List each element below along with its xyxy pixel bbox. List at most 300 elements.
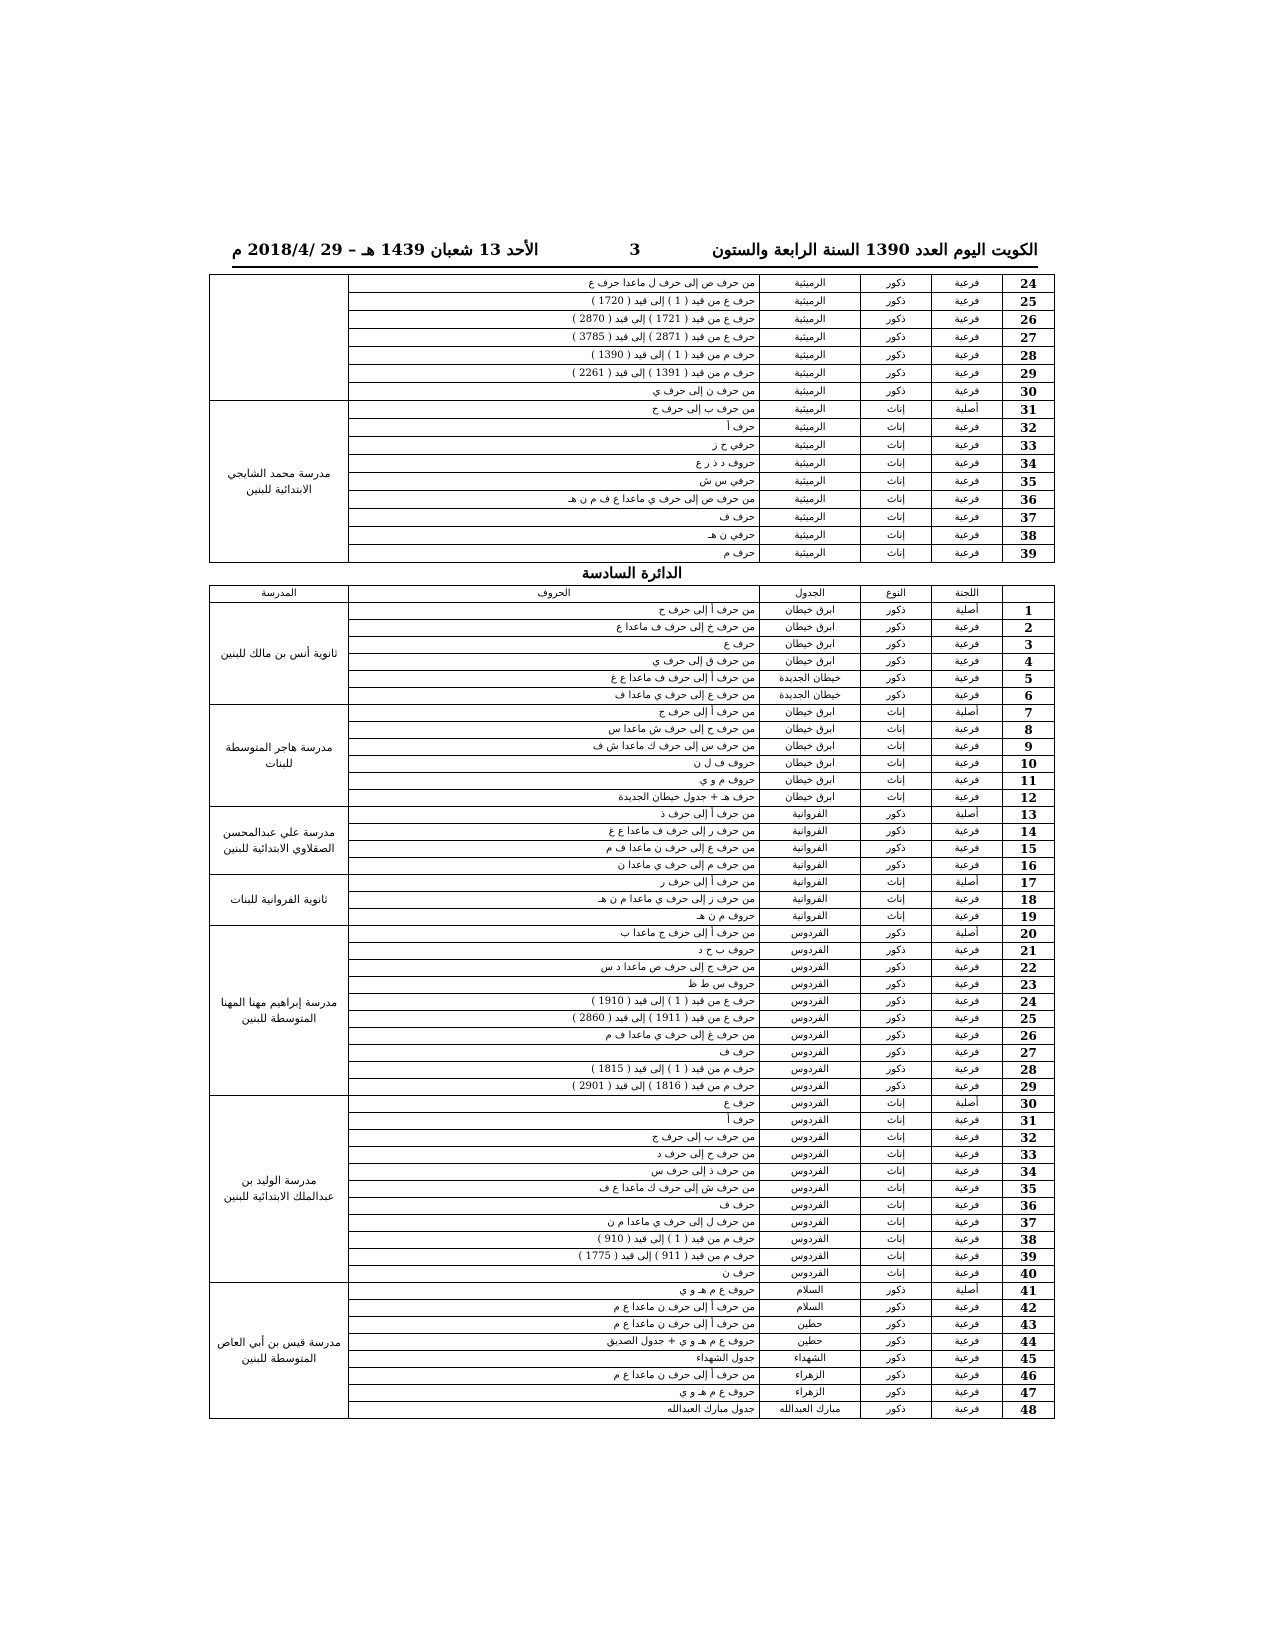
committee-number-cell: 22 — [1003, 960, 1055, 977]
committee-type-cell: فرعية — [932, 293, 1003, 311]
gender-cell: ذكور — [861, 1402, 932, 1419]
gender-cell: ذكور — [861, 620, 932, 637]
gender-cell: إناث — [861, 509, 932, 527]
gender-cell: ذكور — [861, 926, 932, 943]
schedule-cell: الفردوس — [760, 1164, 861, 1181]
committee-number-cell: 25 — [1003, 293, 1055, 311]
schedule-cell: الفردوس — [760, 1079, 861, 1096]
schedule-cell: خيطان الجديدة — [760, 671, 861, 688]
committees-table-sixth-district — [209, 585, 1055, 1419]
schedule-cell: الفروانية — [760, 807, 861, 824]
committee-number-cell: 31 — [1003, 1113, 1055, 1130]
letters-cell: حروف ع م هـ و ي — [349, 1283, 760, 1300]
committee-number-cell: 37 — [1003, 1215, 1055, 1232]
letters-cell: من حرف أ إلى حرف ن ماعدا ع م — [349, 1368, 760, 1385]
table-row — [210, 705, 1055, 722]
letters-cell: من حرف ص إلى حرف ي ماعدا ع ف م ن هـ — [349, 491, 760, 509]
letters-cell: من حرف ج إلى حرف ص ماعدا د س — [349, 960, 760, 977]
committee-number-cell: 7 — [1003, 705, 1055, 722]
letters-cell: من حرف ذ إلى حرف س — [349, 1164, 760, 1181]
committee-type-cell: فرعية — [932, 1215, 1003, 1232]
letters-cell: من حرف أ إلى حرف ج — [349, 705, 760, 722]
schedule-cell: الفردوس — [760, 1130, 861, 1147]
committee-type-cell: فرعية — [932, 455, 1003, 473]
committee-type-cell: فرعية — [932, 841, 1003, 858]
letters-cell: من حرف أ إلى حرف ذ — [349, 807, 760, 824]
letters-cell: حرف م من قيد ( 1 ) إلى قيد ( 1815 ) — [349, 1062, 760, 1079]
committee-type-cell: فرعية — [932, 1351, 1003, 1368]
letters-cell: حرف ف — [349, 509, 760, 527]
schedule-cell: حطين — [760, 1334, 861, 1351]
committee-number-cell: 16 — [1003, 858, 1055, 875]
school-name-line: المتوسطة للبنين — [241, 1351, 317, 1365]
committee-number-cell: 30 — [1003, 1096, 1055, 1113]
schedule-cell: الزهراء — [760, 1385, 861, 1402]
committee-number-cell: 36 — [1003, 1198, 1055, 1215]
letters-cell: من حرف ز إلى حرف ي ماعدا م ن هـ — [349, 892, 760, 909]
committee-number-cell: 13 — [1003, 807, 1055, 824]
committee-type-cell: فرعية — [932, 909, 1003, 926]
schedule-cell: الفردوس — [760, 1181, 861, 1198]
committee-number-cell: 1 — [1003, 603, 1055, 620]
school-cell — [210, 926, 349, 1096]
schedule-cell: الفردوس — [760, 1215, 861, 1232]
schedule-cell: الرميثية — [760, 509, 861, 527]
committee-type-cell: فرعية — [932, 943, 1003, 960]
letters-cell: من حرف أ إلى حرف ر — [349, 875, 760, 892]
letters-cell: من حرف أ إلى حرف ن ماعدا ع م — [349, 1300, 760, 1317]
gender-cell: إناث — [861, 756, 932, 773]
school-cell — [210, 401, 349, 563]
schedule-cell: الفردوس — [760, 1113, 861, 1130]
committee-number-cell: 19 — [1003, 909, 1055, 926]
school-name-line: المتوسطة للبنين — [241, 1011, 317, 1025]
school-name-line: مدرسة الوليد بن — [241, 1174, 317, 1187]
committee-type-cell: فرعية — [932, 1062, 1003, 1079]
committee-type-cell: أصلية — [932, 875, 1003, 892]
committee-type-cell: فرعية — [932, 545, 1003, 563]
table-row — [210, 926, 1055, 943]
committee-number-cell: 24 — [1003, 994, 1055, 1011]
school-cell — [210, 1096, 349, 1283]
gender-cell: إناث — [861, 1130, 932, 1147]
letters-cell: حرف ع — [349, 1096, 760, 1113]
schedule-cell: ابرق خيطان — [760, 722, 861, 739]
schedule-cell: الفردوس — [760, 1232, 861, 1249]
gender-cell: ذكور — [861, 1317, 932, 1334]
section-title: الدائرة السادسة — [581, 564, 683, 582]
letters-cell: حرفي ن هـ — [349, 527, 760, 545]
committee-type-cell: فرعية — [932, 858, 1003, 875]
school-name-line: ثانوية أنس بن مالك للبنين — [220, 646, 338, 660]
schedule-cell: الفردوس — [760, 960, 861, 977]
letters-cell: من حرف ص إلى حرف ل ماعدا حرف ع — [349, 275, 760, 293]
committee-number-cell: 34 — [1003, 455, 1055, 473]
committee-number-cell: 2 — [1003, 620, 1055, 637]
schedule-cell: ابرق خيطان — [760, 773, 861, 790]
letters-cell: من حرف أ إلى حرف ن ماعدا ع م — [349, 1317, 760, 1334]
committee-type-cell: فرعية — [932, 892, 1003, 909]
committee-type-cell: أصلية — [932, 807, 1003, 824]
committee-type-cell: فرعية — [932, 773, 1003, 790]
gender-cell: إناث — [861, 527, 932, 545]
schedule-cell: الفروانية — [760, 909, 861, 926]
schedule-cell: الشهداء — [760, 1351, 861, 1368]
header-committee: اللجنة — [932, 586, 1003, 603]
letters-cell: من حرف ع إلى حرف ي ماعدا ف — [349, 688, 760, 705]
letters-cell: من حرف أ إلى حرف ف ماعدا ع غ — [349, 671, 760, 688]
committee-type-cell: فرعية — [932, 688, 1003, 705]
committee-type-cell: فرعية — [932, 994, 1003, 1011]
committee-number-cell: 44 — [1003, 1334, 1055, 1351]
committee-type-cell: فرعية — [932, 756, 1003, 773]
schedule-cell: ابرق خيطان — [760, 739, 861, 756]
schedule-cell: الرميثية — [760, 419, 861, 437]
letters-cell: حرف م من قيد ( 911 ) إلى قيد ( 1775 ) — [349, 1249, 760, 1266]
schedule-cell: السلام — [760, 1283, 861, 1300]
committee-number-cell: 30 — [1003, 383, 1055, 401]
schedule-cell: الرميثية — [760, 491, 861, 509]
school-name-line: مدرسة إبراهيم مهنا المهنا — [220, 995, 338, 1009]
gender-cell: إناث — [861, 1198, 932, 1215]
gender-cell: إناث — [861, 1215, 932, 1232]
committee-number-cell: 34 — [1003, 1164, 1055, 1181]
table-row — [210, 401, 1055, 419]
committee-number-cell: 32 — [1003, 419, 1055, 437]
gender-cell: ذكور — [861, 347, 932, 365]
committee-type-cell: فرعية — [932, 1130, 1003, 1147]
letters-cell: حروف ب ح د — [349, 943, 760, 960]
table-row — [210, 807, 1055, 824]
school-cell — [210, 603, 349, 705]
gender-cell: ذكور — [861, 1283, 932, 1300]
letters-cell: جدول مبارك العبدالله — [349, 1402, 760, 1419]
gender-cell: إناث — [861, 1232, 932, 1249]
committee-number-cell: 36 — [1003, 491, 1055, 509]
schedule-cell: الفردوس — [760, 1249, 861, 1266]
committee-number-cell: 38 — [1003, 1232, 1055, 1249]
committee-number-cell: 32 — [1003, 1130, 1055, 1147]
committee-number-cell: 11 — [1003, 773, 1055, 790]
schedule-cell: الفردوس — [760, 1198, 861, 1215]
header-type: النوع — [861, 586, 932, 603]
school-cell — [210, 705, 349, 807]
committee-number-cell: 8 — [1003, 722, 1055, 739]
schedule-cell: الفروانية — [760, 841, 861, 858]
gender-cell: ذكور — [861, 1028, 932, 1045]
gender-cell: إناث — [861, 790, 932, 807]
gender-cell: إناث — [861, 491, 932, 509]
letters-cell: من حرف ر إلى حرف ف ماعدا ع غ — [349, 824, 760, 841]
gender-cell: إناث — [861, 1113, 932, 1130]
letters-cell: من حرف ق إلى حرف ي — [349, 654, 760, 671]
committee-type-cell: فرعية — [932, 437, 1003, 455]
committee-number-cell: 47 — [1003, 1385, 1055, 1402]
letters-cell: حرف ف — [349, 1045, 760, 1062]
gender-cell: إناث — [861, 1164, 932, 1181]
gender-cell: ذكور — [861, 1385, 932, 1402]
schedule-cell: الفردوس — [760, 977, 861, 994]
committee-number-cell: 18 — [1003, 892, 1055, 909]
gender-cell: إناث — [861, 773, 932, 790]
letters-cell: حرف هـ + جدول خيطان الجديدة — [349, 790, 760, 807]
letters-cell: من حرف ع إلى حرف ن ماعدا ف م — [349, 841, 760, 858]
letters-cell: من حرف ح إلى حرف ش ماعدا س — [349, 722, 760, 739]
schedule-cell: الرميثية — [760, 473, 861, 491]
table-row — [210, 275, 1055, 293]
letters-cell: حرف م من قيد ( 1391 ) إلى قيد ( 2261 ) — [349, 365, 760, 383]
committee-type-cell: أصلية — [932, 1096, 1003, 1113]
committee-type-cell: فرعية — [932, 383, 1003, 401]
committee-type-cell: فرعية — [932, 1164, 1003, 1181]
committee-number-cell: 15 — [1003, 841, 1055, 858]
committee-type-cell: فرعية — [932, 329, 1003, 347]
committee-type-cell: فرعية — [932, 1045, 1003, 1062]
committee-number-cell: 31 — [1003, 401, 1055, 419]
letters-cell: من حرف ح إلى حرف د — [349, 1147, 760, 1164]
committee-type-cell: فرعية — [932, 1266, 1003, 1283]
schedule-cell: الفروانية — [760, 875, 861, 892]
gender-cell: ذكور — [861, 383, 932, 401]
letters-cell: من حرف ش إلى حرف ك ماعدا ع ف — [349, 1181, 760, 1198]
gender-cell: ذكور — [861, 841, 932, 858]
table-header-row — [210, 586, 1055, 603]
committee-number-cell: 39 — [1003, 1249, 1055, 1266]
committee-number-cell: 41 — [1003, 1283, 1055, 1300]
committee-number-cell: 33 — [1003, 437, 1055, 455]
committee-number-cell: 23 — [1003, 977, 1055, 994]
committee-type-cell: أصلية — [932, 1283, 1003, 1300]
gender-cell: إناث — [861, 722, 932, 739]
schedule-cell: خيطان الجديدة — [760, 688, 861, 705]
schedule-cell: الرميثية — [760, 365, 861, 383]
committee-type-cell: فرعية — [932, 671, 1003, 688]
gender-cell: ذكور — [861, 1300, 932, 1317]
committee-type-cell: فرعية — [932, 977, 1003, 994]
schedule-cell: الرميثية — [760, 275, 861, 293]
schedule-cell: ابرق خيطان — [760, 603, 861, 620]
committee-number-cell: 27 — [1003, 1045, 1055, 1062]
schedule-cell: الفردوس — [760, 1045, 861, 1062]
schedule-cell: الفروانية — [760, 858, 861, 875]
gender-cell: ذكور — [861, 824, 932, 841]
committee-number-cell: 42 — [1003, 1300, 1055, 1317]
gender-cell: إناث — [861, 401, 932, 419]
committee-type-cell: فرعية — [932, 1300, 1003, 1317]
committee-number-cell: 35 — [1003, 1181, 1055, 1198]
table-row — [210, 603, 1055, 620]
committee-type-cell: فرعية — [932, 722, 1003, 739]
schedule-cell: مبارك العبدالله — [760, 1402, 861, 1419]
gender-cell: ذكور — [861, 1368, 932, 1385]
gender-cell: ذكور — [861, 943, 932, 960]
header-schedule: الجدول — [760, 586, 861, 603]
schedule-cell: الفروانية — [760, 824, 861, 841]
committee-type-cell: أصلية — [932, 705, 1003, 722]
committee-number-cell: 29 — [1003, 1079, 1055, 1096]
committee-number-cell: 14 — [1003, 824, 1055, 841]
letters-cell: من حرف ن إلى حرف ي — [349, 383, 760, 401]
gender-cell: إناث — [861, 909, 932, 926]
school-name-line: للبنات — [265, 756, 293, 770]
committee-number-cell: 24 — [1003, 275, 1055, 293]
header-committee-number — [1003, 586, 1055, 603]
gender-cell: ذكور — [861, 311, 932, 329]
school-name-line: عبدالملك الابتدائية للبنين — [223, 1190, 335, 1203]
gender-cell: ذكور — [861, 688, 932, 705]
schedule-cell: الرميثية — [760, 437, 861, 455]
schedule-cell: ابرق خيطان — [760, 756, 861, 773]
committee-number-cell: 9 — [1003, 739, 1055, 756]
letters-cell: حرف ع من قيد ( 1 ) إلى قيد ( 1720 ) — [349, 293, 760, 311]
committee-type-cell: فرعية — [932, 1368, 1003, 1385]
letters-cell: حرف ع من قيد ( 1911 ) إلى قيد ( 2860 ) — [349, 1011, 760, 1028]
committee-number-cell: 37 — [1003, 509, 1055, 527]
committee-number-cell: 26 — [1003, 311, 1055, 329]
gender-cell: إناث — [861, 1249, 932, 1266]
school-cell — [210, 875, 349, 926]
committee-type-cell: فرعية — [932, 620, 1003, 637]
schedule-cell: الرميثية — [760, 401, 861, 419]
committee-type-cell: فرعية — [932, 1402, 1003, 1419]
letters-cell: حرف م من قيد ( 1 ) إلى قيد ( 1390 ) — [349, 347, 760, 365]
schedule-cell: حطين — [760, 1317, 861, 1334]
schedule-cell: الزهراء — [760, 1368, 861, 1385]
schedule-cell: ابرق خيطان — [760, 790, 861, 807]
gender-cell: ذكور — [861, 293, 932, 311]
table-row — [210, 1283, 1055, 1300]
school-name-line: الصقلاوي الابتدائية للبنين — [223, 841, 335, 855]
committee-number-cell: 38 — [1003, 527, 1055, 545]
gender-cell: ذكور — [861, 671, 932, 688]
committee-type-cell: فرعية — [932, 960, 1003, 977]
gender-cell: ذكور — [861, 960, 932, 977]
committee-type-cell: فرعية — [932, 1181, 1003, 1198]
gender-cell: ذكور — [861, 329, 932, 347]
schedule-cell: الفردوس — [760, 1028, 861, 1045]
gender-cell: إناث — [861, 455, 932, 473]
letters-cell: حرف ع من قيد ( 1721 ) إلى قيد ( 2870 ) — [349, 311, 760, 329]
gender-cell: ذكور — [861, 1334, 932, 1351]
letters-cell: حرف ع — [349, 637, 760, 654]
schedule-cell: ابرق خيطان — [760, 654, 861, 671]
letters-cell: من حرف أ إلى حرف ج ماعدا ب — [349, 926, 760, 943]
schedule-cell: ابرق خيطان — [760, 705, 861, 722]
committee-number-cell: 10 — [1003, 756, 1055, 773]
committee-type-cell: فرعية — [932, 1385, 1003, 1402]
committee-number-cell: 29 — [1003, 365, 1055, 383]
committee-number-cell: 33 — [1003, 1147, 1055, 1164]
gender-cell: إناث — [861, 875, 932, 892]
schedule-cell: الفردوس — [760, 1147, 861, 1164]
header-school: المدرسة — [210, 586, 349, 603]
committee-type-cell: فرعية — [932, 790, 1003, 807]
committee-type-cell: فرعية — [932, 275, 1003, 293]
committee-number-cell: 28 — [1003, 1062, 1055, 1079]
committee-number-cell: 20 — [1003, 926, 1055, 943]
committee-number-cell: 4 — [1003, 654, 1055, 671]
header-letters: الحروف — [349, 586, 760, 603]
committee-number-cell: 27 — [1003, 329, 1055, 347]
committee-number-cell: 3 — [1003, 637, 1055, 654]
committee-number-cell: 45 — [1003, 1351, 1055, 1368]
gender-cell: ذكور — [861, 994, 932, 1011]
letters-cell: حرف أ — [349, 1113, 760, 1130]
committee-number-cell: 28 — [1003, 347, 1055, 365]
letters-cell: من حرف غ إلى حرف ي ماعدا ف م — [349, 1028, 760, 1045]
committee-type-cell: أصلية — [932, 926, 1003, 943]
committee-type-cell: فرعية — [932, 311, 1003, 329]
page-header — [232, 236, 1038, 268]
school-cell — [210, 275, 349, 401]
table-row — [210, 1096, 1055, 1113]
letters-cell: جدول الشهداء — [349, 1351, 760, 1368]
school-name-line: مدرسة محمد الشايجي — [227, 466, 331, 480]
gender-cell: ذكور — [861, 807, 932, 824]
gender-cell: إناث — [861, 1181, 932, 1198]
letters-cell: من حرف م إلى حرف ي ماعدا ن — [349, 858, 760, 875]
committee-type-cell: فرعية — [932, 473, 1003, 491]
letters-cell: حرف م — [349, 545, 760, 563]
committee-type-cell: فرعية — [932, 1249, 1003, 1266]
schedule-cell: الفردوس — [760, 926, 861, 943]
letters-cell: حرف ع من قيد ( 1 ) إلى قيد ( 1910 ) — [349, 994, 760, 1011]
gender-cell: ذكور — [861, 1045, 932, 1062]
committee-type-cell: فرعية — [932, 637, 1003, 654]
committee-type-cell: فرعية — [932, 1317, 1003, 1334]
letters-cell: من حرف أ إلى حرف ح — [349, 603, 760, 620]
schedule-cell: الفردوس — [760, 1011, 861, 1028]
letters-cell: حرفي ح ز — [349, 437, 760, 455]
schedule-cell: الرميثية — [760, 527, 861, 545]
letters-cell: حروف س ط ظ — [349, 977, 760, 994]
gender-cell: إناث — [861, 1147, 932, 1164]
committee-number-cell: 25 — [1003, 1011, 1055, 1028]
schedule-cell: ابرق خيطان — [760, 620, 861, 637]
letters-cell: حروف م ن هـ — [349, 909, 760, 926]
committees-table-continued — [209, 274, 1055, 563]
gender-cell: إناث — [861, 892, 932, 909]
letters-cell: من حرف ب إلى حرف ج — [349, 1130, 760, 1147]
letters-cell: حرف م من قيد ( 1 ) إلى قيد ( 910 ) — [349, 1232, 760, 1249]
committee-number-cell: 5 — [1003, 671, 1055, 688]
committee-type-cell: فرعية — [932, 491, 1003, 509]
schedule-cell: ابرق خيطان — [760, 637, 861, 654]
committee-number-cell: 46 — [1003, 1368, 1055, 1385]
letters-cell: حروف د ذ ر ع — [349, 455, 760, 473]
schedule-cell: الرميثية — [760, 455, 861, 473]
letters-cell: من حرف ل إلى حرف ي ماعدا م ن — [349, 1215, 760, 1232]
committee-number-cell: 12 — [1003, 790, 1055, 807]
schedule-cell: الفردوس — [760, 943, 861, 960]
letters-cell: حرف ع من قيد ( 2871 ) إلى قيد ( 3785 ) — [349, 329, 760, 347]
committee-type-cell: فرعية — [932, 509, 1003, 527]
header-date: الأحد 13 شعبان 1439 هـ – 29 /2018/4 م — [232, 240, 539, 259]
gender-cell: ذكور — [861, 1351, 932, 1368]
gender-cell: ذكور — [861, 858, 932, 875]
gender-cell: إناث — [861, 437, 932, 455]
gender-cell: ذكور — [861, 654, 932, 671]
gender-cell: ذكور — [861, 637, 932, 654]
schedule-cell: الرميثية — [760, 347, 861, 365]
gender-cell: إناث — [861, 419, 932, 437]
schedule-cell: السلام — [760, 1300, 861, 1317]
schedule-cell: الرميثية — [760, 383, 861, 401]
letters-cell: حروف ع م هـ و ي — [349, 1385, 760, 1402]
schedule-cell: الفردوس — [760, 994, 861, 1011]
letters-cell: حرف ف — [349, 1198, 760, 1215]
school-cell — [210, 1283, 349, 1419]
